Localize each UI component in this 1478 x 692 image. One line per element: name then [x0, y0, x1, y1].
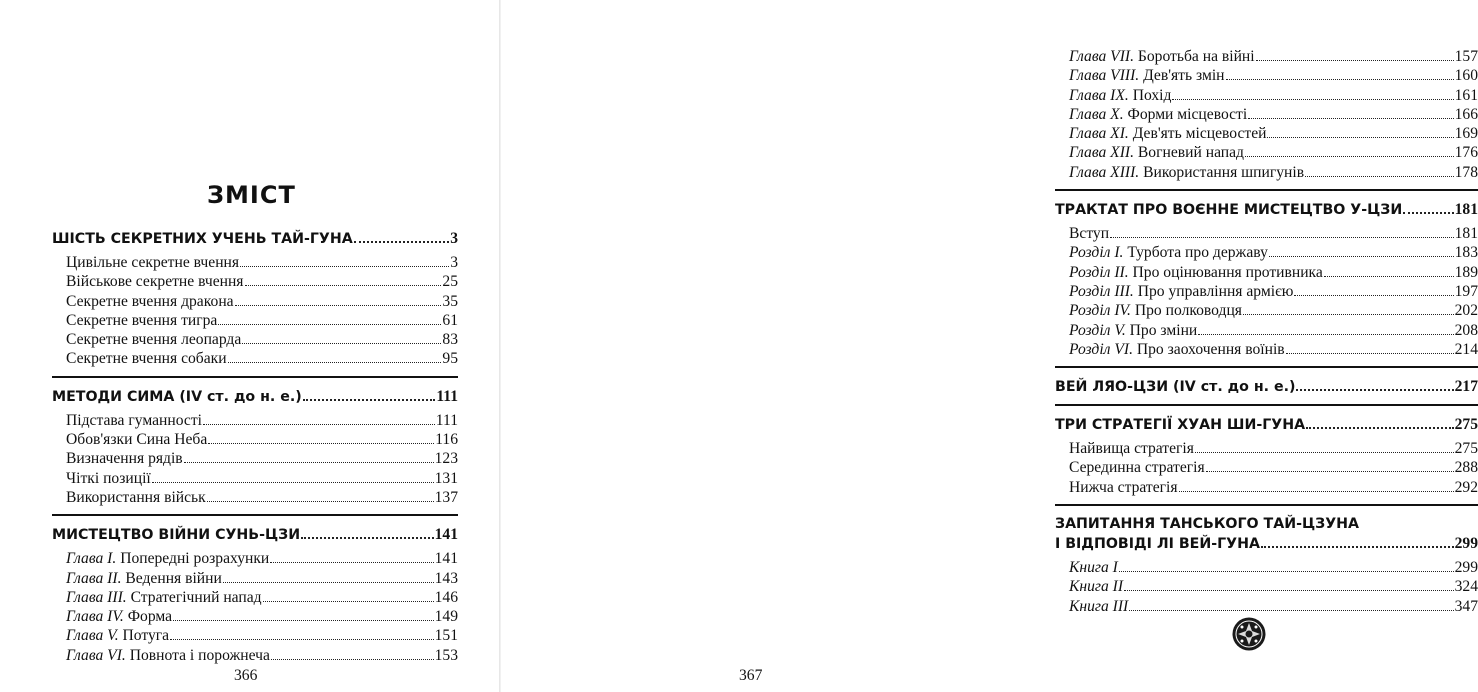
toc-entry[interactable]: Чіткі позиції 131 [66, 469, 458, 487]
toc-entry[interactable]: Книга III 347 [1069, 597, 1478, 615]
toc-section-heading[interactable]: ШІСТЬ СЕКРЕТНИХ УЧЕНЬ ТАЙ-ГУНА 3 [52, 230, 458, 247]
toc-entry[interactable]: Цивільне секретне вчення 3 [66, 254, 458, 271]
toc-entry[interactable]: Глава VI. Повнота і порожнеча 153 [66, 646, 458, 664]
toc-entry[interactable]: Розділ IV. Про полководця 202 [1069, 302, 1478, 320]
section-divider [52, 514, 458, 516]
toc-entry[interactable]: Глава II. Ведення війни 143 [66, 569, 458, 587]
toc-entry[interactable]: Глава V. Потуга 151 [66, 627, 458, 645]
toc-section-heading[interactable]: ТРАКТАТ ПРО ВОЄННЕ МИСТЕЦТВО У-ЦЗИ 181 [1055, 201, 1478, 219]
toc-entry[interactable]: Книга I 299 [1069, 559, 1478, 577]
section-divider [1055, 504, 1478, 506]
toc-section-heading[interactable]: МИСТЕЦТВО ВІЙНИ СУНЬ-ЦЗИ 141 [52, 526, 458, 544]
toc-section-heading-line1[interactable]: ЗАПИТАННЯ ТАНСЬКОГО ТАЙ-ЦЗУНА [1055, 516, 1359, 533]
right-page [500, 0, 1478, 692]
toc-entry[interactable]: Вступ 181 [1069, 225, 1478, 243]
toc-entry[interactable]: Нижча стратегія 292 [1069, 478, 1478, 496]
toc-entry[interactable]: Глава XI. Дев'ять місцевостей 169 [1069, 125, 1478, 143]
toc-entry[interactable]: Підстава гуманності 111 [66, 411, 458, 429]
toc-section-heading[interactable]: ВЕЙ ЛЯО-ЦЗИ (IV ст. до н. е.) 217 [1055, 378, 1478, 396]
right-toc-list [1055, 47, 1478, 616]
section-divider [52, 376, 458, 378]
page-number: 366 [234, 667, 258, 684]
toc-entry[interactable]: Розділ V. Про зміни 208 [1069, 321, 1478, 339]
toc-entry[interactable]: Глава VII. Боротьба на війні 157 [1069, 48, 1478, 65]
left-toc-list [52, 229, 458, 665]
left-page [0, 0, 500, 692]
section-divider [1055, 404, 1478, 406]
toc-entry[interactable]: Використання військ 137 [66, 488, 458, 506]
toc-entry[interactable]: Глава I. Попередні розрахунки 141 [66, 550, 458, 568]
toc-entry[interactable]: Серединна стратегія 288 [1069, 459, 1478, 477]
toc-entry[interactable]: Обов'язки Сина Неба 116 [66, 431, 458, 449]
toc-entry[interactable]: Секретне вчення собаки 95 [66, 350, 458, 368]
toc-entry[interactable]: Глава XIII. Використання шпигунів 178 [1069, 163, 1478, 181]
toc-entry[interactable]: Глава IV. Форма 149 [66, 608, 458, 626]
page-number: 367 [739, 667, 763, 684]
section-divider [1055, 189, 1478, 191]
toc-section-heading[interactable]: І ВІДПОВІДІ ЛІ ВЕЙ-ГУНА 299 [1055, 535, 1478, 553]
toc-entry[interactable]: Визначення рядів 123 [66, 450, 458, 468]
section-divider [1055, 366, 1478, 368]
toc-entry[interactable]: Секретне вчення леопарда 83 [66, 331, 458, 349]
toc-entry[interactable]: Розділ II. Про оцінювання противника 189 [1069, 263, 1478, 281]
toc-entry[interactable]: Секретне вчення тигра 61 [66, 311, 458, 329]
toc-entry[interactable]: Глава III. Стратегічний напад 146 [66, 588, 458, 606]
toc-entry[interactable]: Військове секретне вчення 25 [66, 273, 458, 291]
toc-entry[interactable]: Секретне вчення дракона 35 [66, 292, 458, 310]
toc-entry[interactable]: Розділ I. Турбота про державу 183 [1069, 244, 1478, 262]
toc-entry[interactable]: Глава VIII. Дев'ять змін 160 [1069, 67, 1478, 85]
toc-section-heading[interactable]: ТРИ СТРАТЕГІЇ ХУАН ШИ-ГУНА 275 [1055, 416, 1478, 434]
toc-title: ЗМІСТ [207, 181, 296, 209]
toc-entry[interactable]: Розділ III. Про управління армією 197 [1069, 282, 1478, 300]
toc-entry[interactable]: Глава XII. Вогневий напад 176 [1069, 144, 1478, 162]
toc-entry[interactable]: Найвища стратегія 275 [1069, 440, 1478, 458]
toc-entry[interactable]: Глава IX. Похід 161 [1069, 86, 1478, 104]
publisher-emblem-icon [1232, 617, 1266, 651]
toc-entry[interactable]: Книга II 324 [1069, 578, 1478, 596]
toc-section-heading[interactable]: МЕТОДИ СИМА (IV ст. до н. е.) 111 [52, 387, 458, 405]
toc-entry[interactable]: Глава X. Форми місцевості 166 [1069, 105, 1478, 123]
toc-entry[interactable]: Розділ VI. Про заохочення воїнів 214 [1069, 340, 1478, 358]
